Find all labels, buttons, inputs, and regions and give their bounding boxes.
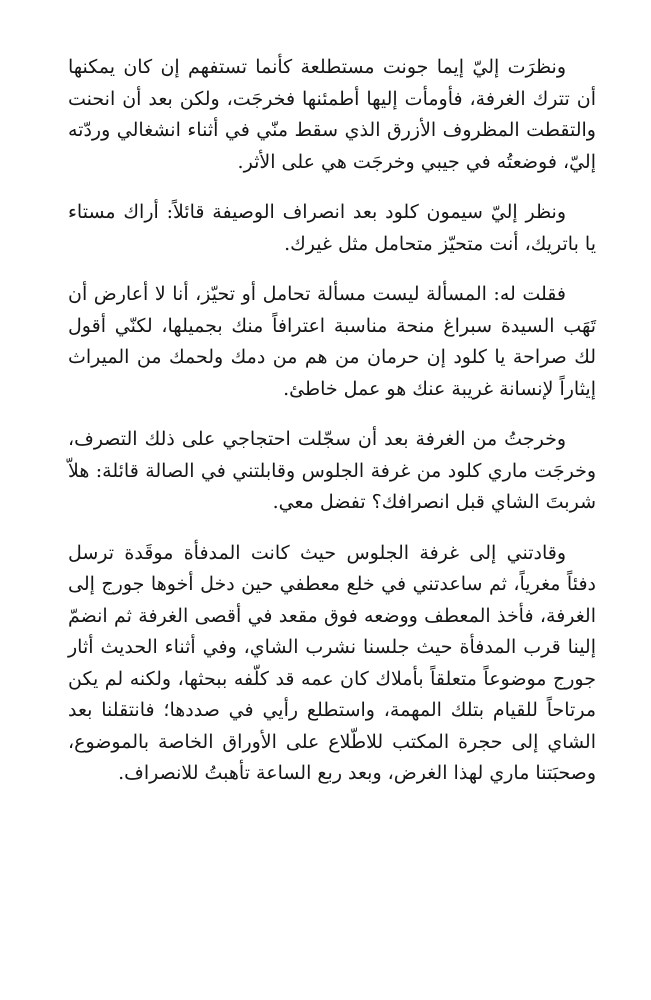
book-page-text	[68, 52, 596, 809]
paragraph-patrick-reply: فقلت له: المسألة ليست مسألة تحامل أو تحيّز، أنا لا أعارض أن تَهَب السيدة سبراغ منحة مناسبة اعترافاً منك بجميلها، لكنّي أقول لك صراحة يا كلود إن حرمان من هم من دمك ولحمك من الميراث إيثاراً لإنسانة غريبة عنك هو عمل خاطئ.	[68, 283, 596, 400]
paragraph-mary-invites: وخرجتُ من الغرفة بعد أن سجّلت احتجاجي على ذلك التصرف، وخرجَت ماري كلود من غرفة الجلوس وقابلتني في الصالة قائلة: هلاّ شربتَ الشاي قبل انصرافك؟ تفضل معي.	[68, 428, 596, 513]
paragraph-emma-leaves: ونظرَت إليّ إيما جونت مستطلعة كأنما تستفهم إن كان يمكنها أن تترك الغرفة، فأومأت إليها أطمئنها فخرجَت، ولكن بعد أن انحنت والتقطت المظروف الأزرق الذي سقط منّي في أثناء انشغالي وردّته إليّ، فوضعتُه في جيبي وخرجَت هي على الأثر.	[68, 56, 596, 173]
paragraph-tea-in-sitting-room: وقادتني إلى غرفة الجلوس حيث كانت المدفأة موقَدة ترسل دفئاً مغرياً، ثم ساعدتني في خلع معطفي حين دخل أخوها جورج إلى الغرفة، فأخذ المعطف ووضعه فوق مقعد في أقصى الغرفة ثم انضمّ إلينا قرب المدفأة حيث جلسنا نشرب الشاي، وفي أثناء الحديث أثار جورج موضوعاً متعلقاً بأملاك كان عمه قد كلّفه ببحثها، ولكنه لم يكن مرتاحاً للقيام بتلك المهمة، واستطلع رأيي في صددها؛ فانتقلنا بعد الشاي إلى حجرة المكتب للاطّلاع على الأوراق الخاصة بالموضوع، وصحبَتنا ماري لهذا الغرض، وبعد ربع الساعة تأهبتُ للانصراف.	[68, 541, 596, 784]
paragraph-simon-speaks: ونظر إليّ سيمون كلود بعد انصراف الوصيفة قائلاً: أراك مستاء يا باتريك، أنت متحيّز متحامل مثل غيرك.	[68, 201, 596, 255]
